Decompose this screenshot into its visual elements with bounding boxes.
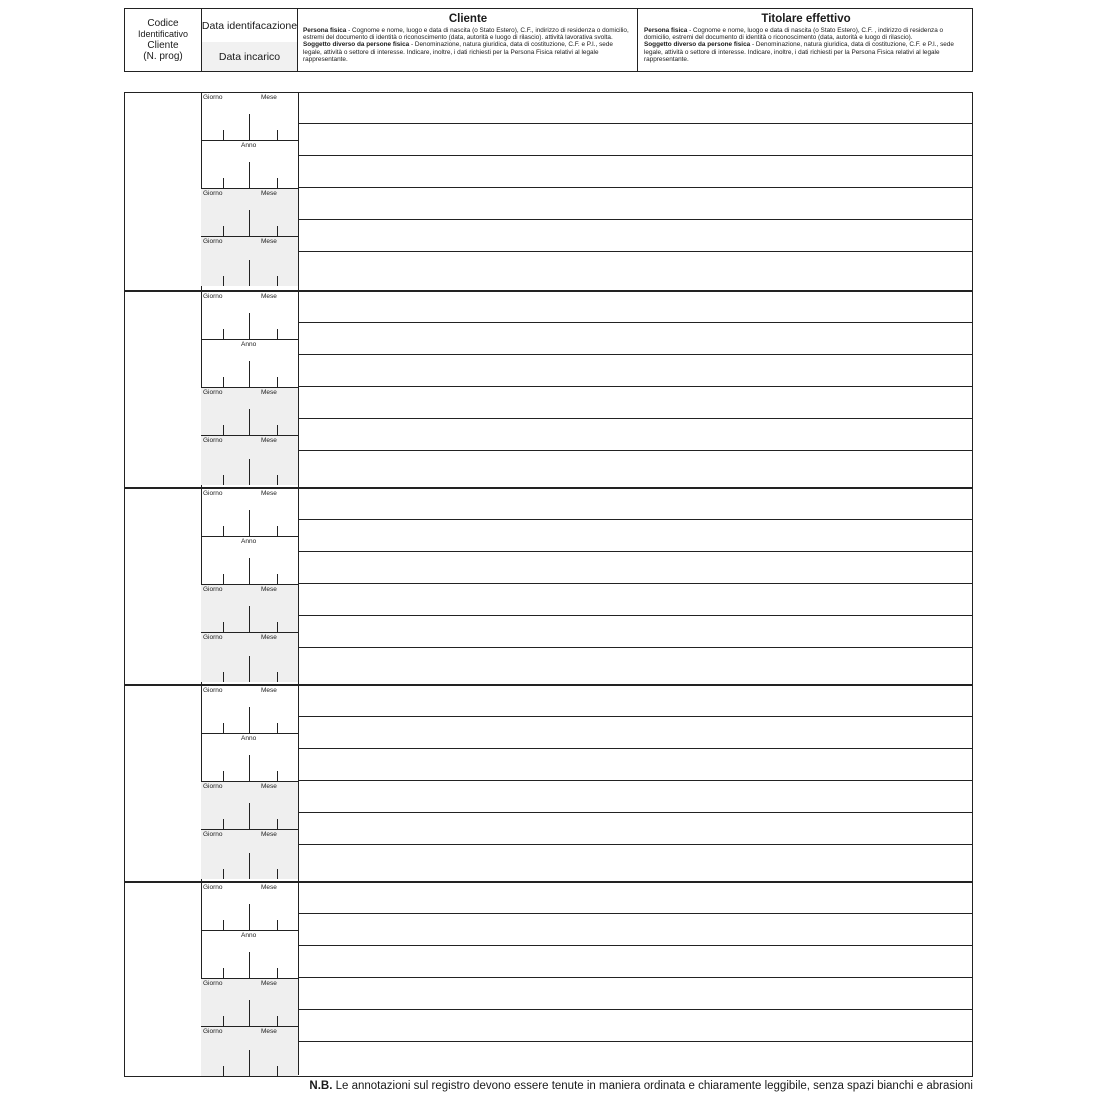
mese-label: Mese — [261, 586, 277, 593]
digit-separator-tick — [249, 313, 250, 339]
entry-block — [125, 684, 972, 881]
writing-line — [298, 913, 972, 914]
digit-separator-tick — [249, 510, 250, 536]
digit-separator-tick — [277, 574, 278, 584]
mese-label: Mese — [261, 389, 277, 396]
digit-separator-tick — [223, 869, 224, 879]
digit-separator-tick — [277, 1066, 278, 1076]
digit-separator-tick — [223, 723, 224, 733]
giorno-label: Giorno — [203, 190, 223, 197]
data-identificazione-field[interactable] — [201, 292, 298, 340]
data-incarico-field[interactable] — [201, 585, 298, 633]
digit-separator-tick — [277, 968, 278, 978]
giorno-label: Giorno — [203, 586, 223, 593]
giorno-label: Giorno — [203, 490, 223, 497]
digit-separator-tick — [277, 130, 278, 140]
digit-separator-tick — [223, 130, 224, 140]
mese-label: Mese — [261, 831, 277, 838]
cliente-titolare-lines[interactable] — [298, 883, 972, 1075]
digit-separator-tick — [223, 574, 224, 584]
mese-label: Mese — [261, 94, 277, 101]
digit-separator-tick — [277, 276, 278, 286]
data-incarico-field[interactable] — [201, 436, 298, 485]
digit-separator-tick — [249, 606, 250, 632]
data-identificazione-field[interactable] — [201, 489, 298, 537]
digit-separator-tick — [277, 771, 278, 781]
anno-label: Anno — [241, 142, 257, 149]
giorno-label: Giorno — [203, 687, 223, 694]
writing-line — [298, 155, 972, 156]
footer-note: N.B. Le annotazioni sul registro devono essere tenute in maniera ordinata e chiaramente leggibile, senza spazi bianchi e abrasioni — [309, 1080, 973, 1092]
mese-label: Mese — [261, 293, 277, 300]
data-incarico-field[interactable] — [201, 782, 298, 830]
giorno-label: Giorno — [203, 238, 223, 245]
cliente-titolare-lines[interactable] — [298, 686, 972, 881]
giorno-label: Giorno — [203, 94, 223, 101]
cliente-column-header — [298, 9, 638, 71]
writing-line — [298, 748, 972, 749]
writing-line — [298, 812, 972, 813]
data-identificazione-field[interactable] — [201, 686, 298, 734]
titolare-description: Persona fisica - Cognome e nome, luogo e data di nascita (o Stato Estero), C.F. , indirizzo di residenza o domicilio, estremi del documento di identità o riconoscimento (data, autorità e luogo di rilascio). Soggetto diverso da persone fisica - Denominazione, natura giuridica, data di costituzione, C.F. e P.I., sede legale, attività o settore di interesse. Indicare, inoltre, i dati richiesti per la Persona Fisica relativi al legale rappresentante. — [644, 27, 954, 63]
codice-line-3: Cliente — [147, 40, 179, 51]
mese-label: Mese — [261, 1028, 277, 1035]
codice-cell[interactable] — [125, 292, 202, 487]
codice-line-1: Codice — [147, 18, 179, 29]
mese-label: Mese — [261, 238, 277, 245]
digit-separator-tick — [223, 1066, 224, 1076]
writing-line — [298, 251, 972, 252]
anno-label: Anno — [241, 735, 257, 742]
anno-label: Anno — [241, 538, 257, 545]
entry-block — [125, 487, 972, 684]
date-cells — [201, 489, 299, 684]
giorno-label: Giorno — [203, 783, 223, 790]
cliente-titolare-lines[interactable] — [298, 93, 972, 290]
writing-line — [298, 187, 972, 188]
digit-separator-tick — [249, 114, 250, 140]
codice-column-header — [125, 9, 202, 71]
writing-line — [298, 977, 972, 978]
digit-separator-tick — [249, 656, 250, 682]
writing-line — [298, 583, 972, 584]
cliente-title: Cliente — [448, 13, 488, 25]
codice-cell[interactable] — [125, 883, 202, 1075]
date-cells — [201, 292, 299, 487]
data-incarico-field[interactable] — [201, 633, 298, 682]
giorno-label: Giorno — [203, 1028, 223, 1035]
writing-line — [298, 1041, 972, 1042]
date-cells — [201, 883, 299, 1075]
titolare-column-header — [638, 9, 972, 71]
entry-block — [125, 93, 972, 290]
digit-separator-tick — [277, 425, 278, 435]
digit-separator-tick — [223, 226, 224, 236]
date-column-header — [202, 9, 298, 71]
digit-separator-tick — [249, 361, 250, 387]
writing-line — [298, 647, 972, 648]
digit-separator-tick — [249, 409, 250, 435]
writing-line — [298, 1009, 972, 1010]
mese-label: Mese — [261, 634, 277, 641]
digit-separator-tick — [249, 803, 250, 829]
digit-separator-tick — [223, 771, 224, 781]
digit-separator-tick — [223, 526, 224, 536]
digit-separator-tick — [277, 329, 278, 339]
digit-separator-tick — [249, 707, 250, 733]
digit-separator-tick — [223, 276, 224, 286]
giorno-label: Giorno — [203, 831, 223, 838]
data-identificazione-field[interactable] — [201, 883, 298, 931]
digit-separator-tick — [249, 260, 250, 286]
digit-separator-tick — [249, 558, 250, 584]
codice-cell[interactable] — [125, 686, 202, 881]
data-identificazione-field[interactable] — [201, 734, 298, 782]
mese-label: Mese — [261, 190, 277, 197]
digit-separator-tick — [223, 622, 224, 632]
date-cells — [201, 686, 299, 881]
digit-separator-tick — [277, 819, 278, 829]
cliente-description: Persona fisica - Cognome e nome, luogo e data di nascita (o Stato Estero), C.F., indirizzo di residenza o domicilio, estremi del documento di identità o riconoscimento (data, autorità e luogo di rilascio). attività lavorativa svolta. Soggetto diverso da persone fisica - Denominazione, natura giuridica, data di costituzione, C.F. e P.I., sede legale, attività o settore di interesse. Indicare, inoltre, i dati richiesti per la Persona Fisica relativi al legale rappresentante. — [303, 27, 629, 63]
entry-block — [125, 881, 972, 1075]
data-incarico-field[interactable] — [201, 237, 298, 286]
codice-line-2: Identificativo — [137, 29, 189, 39]
writing-line — [298, 386, 972, 387]
digit-separator-tick — [277, 226, 278, 236]
digit-separator-tick — [249, 952, 250, 978]
data-identificazione-field[interactable] — [201, 537, 298, 585]
titolare-title: Titolare effettivo — [761, 13, 851, 25]
register-header — [124, 8, 973, 72]
writing-line — [298, 450, 972, 451]
data-incarico-field[interactable] — [201, 979, 298, 1027]
anno-label: Anno — [241, 932, 257, 939]
digit-separator-tick — [277, 475, 278, 485]
digit-separator-tick — [223, 475, 224, 485]
digit-separator-tick — [249, 755, 250, 781]
data-identificazione-field[interactable] — [201, 931, 298, 979]
digit-separator-tick — [277, 178, 278, 188]
digit-separator-tick — [223, 1016, 224, 1026]
digit-separator-tick — [249, 1000, 250, 1026]
digit-separator-tick — [277, 869, 278, 879]
writing-line — [298, 322, 972, 323]
codice-cell[interactable] — [125, 93, 202, 290]
digit-separator-tick — [223, 968, 224, 978]
digit-separator-tick — [249, 459, 250, 485]
digit-separator-tick — [277, 672, 278, 682]
digit-separator-tick — [277, 1016, 278, 1026]
writing-line — [298, 716, 972, 717]
anno-label: Anno — [241, 341, 257, 348]
digit-separator-tick — [223, 329, 224, 339]
digit-separator-tick — [223, 178, 224, 188]
writing-line — [298, 615, 972, 616]
data-identificazione-label: Data identifacazione — [202, 9, 297, 43]
mese-label: Mese — [261, 437, 277, 444]
writing-line — [298, 780, 972, 781]
digit-separator-tick — [277, 723, 278, 733]
codice-line-4: (N. prog) — [143, 51, 183, 62]
digit-separator-tick — [249, 1050, 250, 1076]
digit-separator-tick — [249, 853, 250, 879]
writing-line — [298, 418, 972, 419]
mese-label: Mese — [261, 980, 277, 987]
mese-label: Mese — [261, 687, 277, 694]
digit-separator-tick — [223, 425, 224, 435]
digit-separator-tick — [223, 377, 224, 387]
digit-separator-tick — [223, 672, 224, 682]
mese-label: Mese — [261, 884, 277, 891]
data-incarico-field[interactable] — [201, 189, 298, 237]
cliente-titolare-lines[interactable] — [298, 292, 972, 487]
data-identificazione-field[interactable] — [201, 340, 298, 388]
giorno-label: Giorno — [203, 437, 223, 444]
data-incarico-field[interactable] — [201, 388, 298, 436]
data-incarico-label: Data incarico — [202, 42, 297, 71]
digit-separator-tick — [223, 819, 224, 829]
digit-separator-tick — [277, 622, 278, 632]
digit-separator-tick — [277, 920, 278, 930]
digit-separator-tick — [277, 377, 278, 387]
giorno-label: Giorno — [203, 884, 223, 891]
writing-line — [298, 945, 972, 946]
mese-label: Mese — [261, 783, 277, 790]
data-identificazione-field[interactable] — [201, 93, 298, 141]
giorno-label: Giorno — [203, 389, 223, 396]
giorno-label: Giorno — [203, 634, 223, 641]
date-cells — [201, 93, 299, 290]
writing-line — [298, 844, 972, 845]
digit-separator-tick — [277, 526, 278, 536]
data-identificazione-field[interactable] — [201, 141, 298, 189]
digit-separator-tick — [223, 920, 224, 930]
mese-label: Mese — [261, 490, 277, 497]
cliente-titolare-lines[interactable] — [298, 489, 972, 684]
writing-line — [298, 551, 972, 552]
writing-line — [298, 123, 972, 124]
digit-separator-tick — [249, 210, 250, 236]
register-grid — [124, 92, 973, 1077]
codice-cell[interactable] — [125, 489, 202, 684]
writing-line — [298, 354, 972, 355]
data-incarico-field[interactable] — [201, 830, 298, 879]
data-incarico-field[interactable] — [201, 1027, 298, 1076]
writing-line — [298, 219, 972, 220]
digit-separator-tick — [249, 904, 250, 930]
entry-block — [125, 290, 972, 487]
digit-separator-tick — [249, 162, 250, 188]
giorno-label: Giorno — [203, 293, 223, 300]
writing-line — [298, 519, 972, 520]
giorno-label: Giorno — [203, 980, 223, 987]
